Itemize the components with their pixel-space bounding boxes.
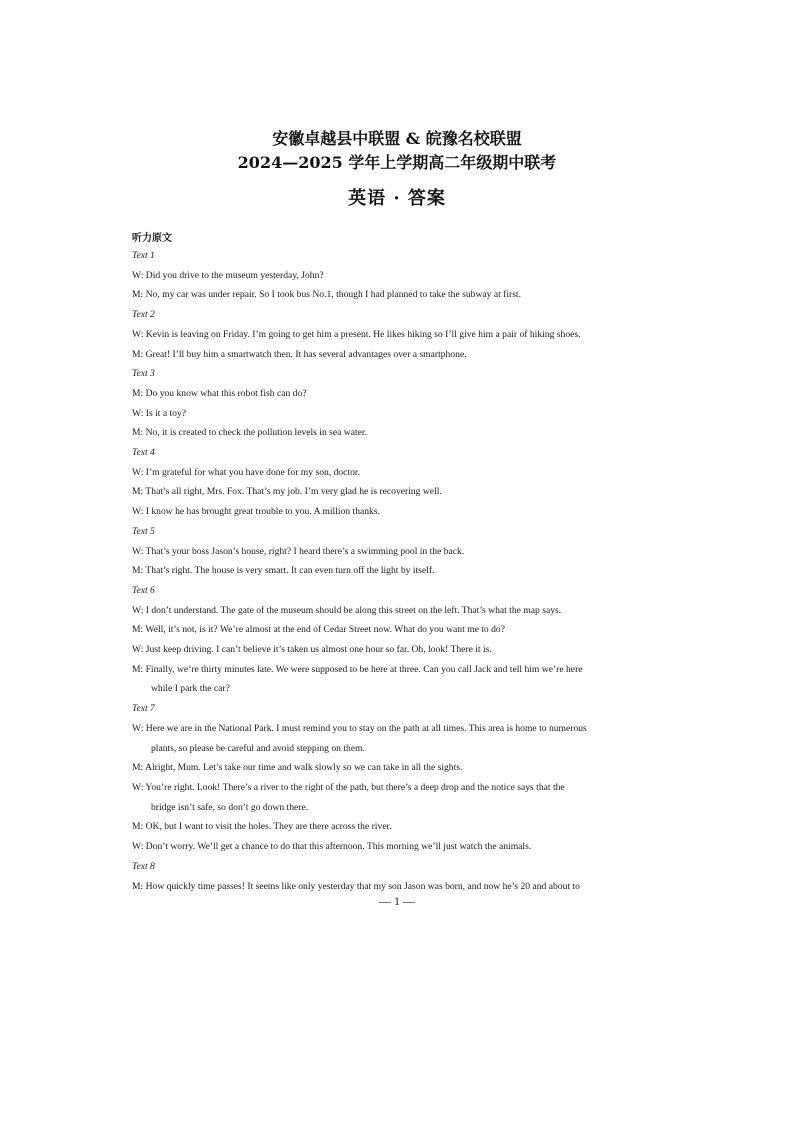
title-line-3: 英语 · 答案 <box>348 188 446 209</box>
transcript-line: M: OK, but I want to visit the holes. They are there across the river. <box>132 821 392 833</box>
transcript-line: M: That’s all right, Mrs. Fox. That’s my job. I’m very glad he is recovering well. <box>132 486 442 498</box>
transcript-line: W: Don’t worry. We’ll get a chance to do that this afternoon. This morning we’ll just watch the animals. <box>132 841 532 853</box>
text-heading: Text 1 <box>132 250 155 261</box>
transcript-line: while I park the car? <box>151 683 230 695</box>
transcript-line: M: That’s right. The house is very smart. It can even turn off the light by itself. <box>132 565 435 577</box>
transcript-line: W: Kevin is leaving on Friday. I’m going to get him a present. He likes hiking so I’ll give him a pair of hiking shoes. <box>132 328 581 340</box>
title-line-2: 2024—2025 学年上学期高二年级期中联考 <box>237 153 557 172</box>
transcript-line: W: Is it a toy? <box>132 407 186 419</box>
transcript-line: W: I know he has brought great trouble to you. A million thanks. <box>132 506 380 518</box>
text-heading: Text 4 <box>132 447 155 459</box>
transcript-line: W: You’re right. Look! There’s a river to the right of the path, but there’s a deep drop and the notice says that the <box>132 781 565 793</box>
transcript-line: W: I’m grateful for what you have done for my son, doctor. <box>132 466 360 478</box>
transcript-line: M: Alright, Mum. Let’s take our time and walk slowly so we can take in all the sights. <box>132 762 463 774</box>
section-heading: 听力原文 <box>132 233 172 244</box>
transcript-line: M: No, it is created to check the pollution levels in sea water. <box>132 427 367 439</box>
text-heading: Text 6 <box>132 584 155 596</box>
transcript-line: M: Well, it’s not, is it? We’re almost at the end of Cedar Street now. What do you want me to do? <box>132 624 505 636</box>
title-line-1: 安徽卓越县中联盟 & 皖豫名校联盟 <box>272 129 522 148</box>
text-heading: Text 3 <box>132 368 155 380</box>
transcript-line: M: Finally, we’re thirty minutes late. We were supposed to be here at three. Can you call Jack and tell him we’re here <box>132 663 583 675</box>
transcript-line: M: Great! I’ll buy him a smartwatch then. It has several advantages over a smartphone. <box>132 348 467 360</box>
transcript-line: W: Just keep driving. I can’t believe it’s taken us almost one hour so far. Oh, look! There it is. <box>132 644 492 656</box>
transcript-body <box>132 246 666 896</box>
transcript-line: W: Did you drive to the museum yesterday, John? <box>132 269 324 281</box>
transcript-line: W: That’s your boss Jason’s house, right? I heard there’s a swimming pool in the back. <box>132 545 465 557</box>
transcript-line: plants, so please be careful and avoid stepping on them. <box>151 742 365 754</box>
text-heading: Text 8 <box>132 860 155 872</box>
transcript-line: W: I don’t understand. The gate of the museum should be along this street on the left. That’s what the map says. <box>132 604 562 616</box>
transcript-line: W: Here we are in the National Park. I must remind you to stay on the path at all times. This area is home to numerous <box>132 722 587 734</box>
page-number: — 1 — <box>379 894 415 908</box>
text-heading: Text 5 <box>132 525 155 537</box>
transcript-line: bridge isn’t safe, so don’t go down there. <box>151 801 309 813</box>
transcript-line: M: No, my car was under repair. So I took bus No.1, though I had planned to take the subway at first. <box>132 289 522 301</box>
text-heading: Text 2 <box>132 309 155 321</box>
transcript-line: M: Do you know what this robot fish can do? <box>132 387 307 399</box>
text-heading: Text 7 <box>132 703 155 715</box>
transcript-line: M: How quickly time passes! It seems like only yesterday that my son Jason was born, and now he’s 20 and about to <box>132 880 580 892</box>
